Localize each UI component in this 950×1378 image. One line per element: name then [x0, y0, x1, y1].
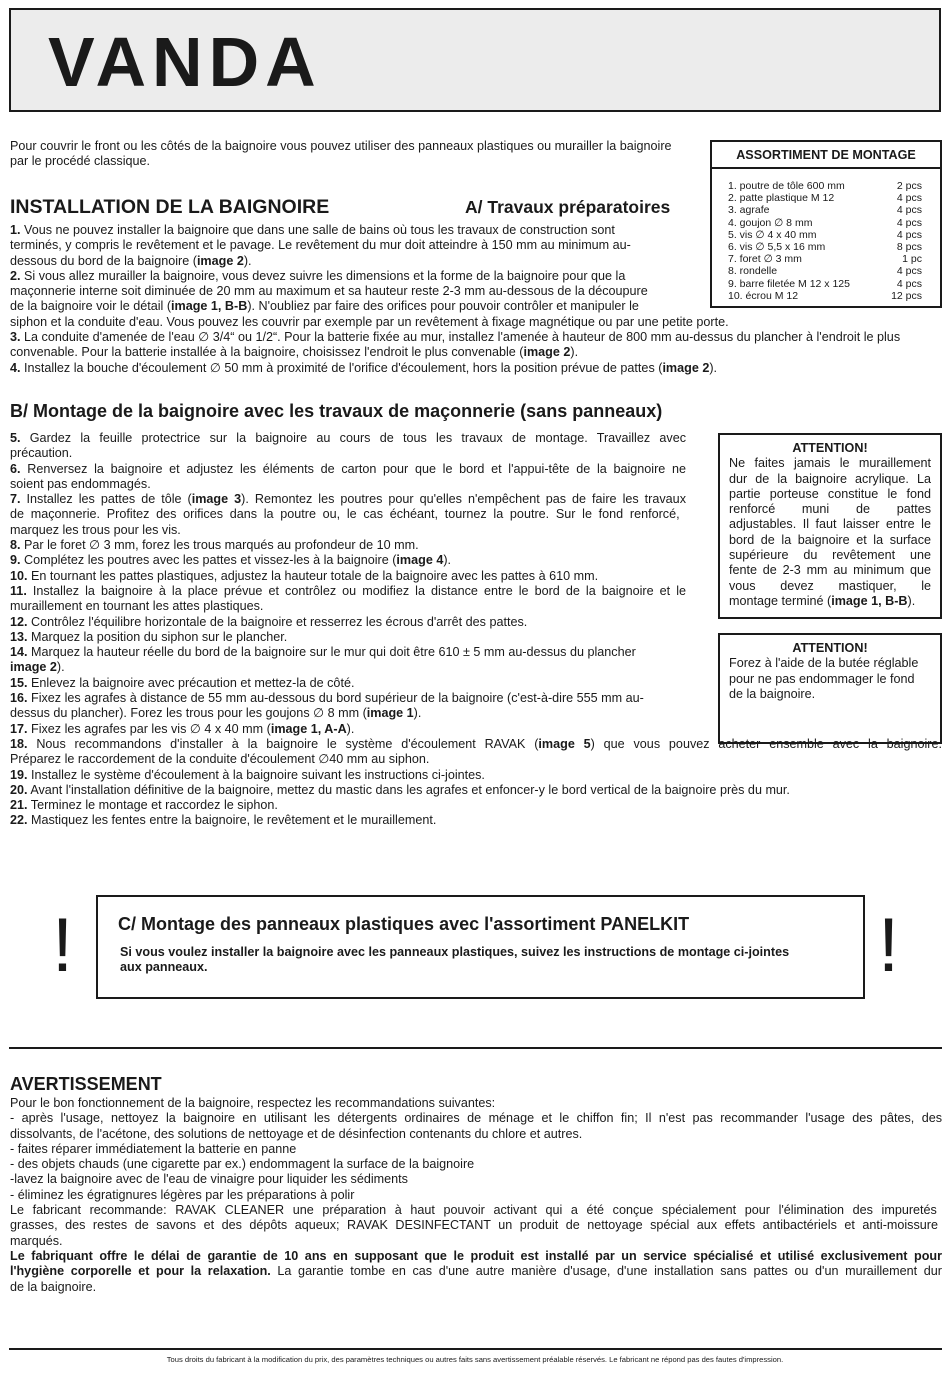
text-line [10, 1249, 942, 1264]
line-text: précaution. [10, 446, 73, 461]
attention-line: renforcé muni de pattes [729, 502, 931, 517]
exclamation-left-icon: ! [52, 903, 74, 988]
item-number: 12. [10, 614, 28, 629]
text-line [10, 1203, 942, 1218]
attention-title: ATTENTION! [792, 441, 868, 455]
attention-title: ATTENTION! [792, 641, 868, 655]
line-text: Installez le système d'écoulement à la baignoire suivant les instructions ci-jointes. [27, 767, 485, 782]
item-number: 17. [10, 721, 28, 736]
line-text: Installez la bouche d'écoulement ∅ 50 mm à proximité de l'orifice d'écoulement, hors la position prévue de pattes ( [20, 360, 663, 375]
line-text: de la baignoire voir le détail ( [10, 299, 172, 314]
item-number: 22. [10, 813, 28, 828]
line-text: de maçonnerie. Profitez des orifices dans la poutre ou, le cas échéant, tournez la poutre. Sur le fond renforcé, [10, 507, 680, 522]
attention-line: Forez à l'aide de la butée réglable [729, 656, 919, 671]
text-line [10, 223, 685, 238]
line-text: Installez les pattes de tôle ( [20, 492, 192, 507]
line-text: Gardez la feuille protectrice sur la baignoire au cours de tous les travaux de montage. Travaillez avec [20, 431, 686, 445]
item-number: 14. [10, 645, 28, 660]
line-emphasis: Le fabriquant offre le délai de garantie de 10 ans en supposant que le produit est installé par un service spécialisé et utilisé exclusivement pour [10, 1248, 943, 1263]
text-line [10, 1218, 942, 1233]
section-c-text-1: Si vous voulez installer la baignoire avec les panneaux plastiques, suivez les instructions de montage ci-jointes [120, 945, 790, 959]
attention-line: dur de la baignoire acrylique. La [729, 471, 931, 486]
text-line [10, 615, 686, 630]
line-text: Pour le bon fonctionnement de la baignoire, respectez les recommandations suivantes: [10, 1096, 496, 1110]
line-text: ). [346, 721, 355, 736]
text-line [10, 446, 686, 461]
line-text: montage terminé ( [729, 593, 832, 608]
line-text: - après l'usage, nettoyez la baignoire en utilisant les détergents ordinaires de ménage et le chiffon fin; Il n'est pas recommander l'usage des pâtes, des [10, 1111, 942, 1126]
text-line [10, 477, 686, 492]
line-text: ). Remontez les poutres pour qu'elles n'empêchent pas de faire les travaux [241, 492, 686, 507]
section-b-title: B/ Montage de la baignoire avec les travaux de maçonnerie (sans panneaux) [10, 401, 663, 421]
item-number: 20. [10, 782, 28, 797]
line-text: grasses, des restes de savons et des dépôts aqueux; RAVAK DESINFECTANT un produit de nettoyage spécial aux effets antibactériels et anti-moissure [10, 1218, 938, 1233]
assortment-item-qty: 4 pcs [896, 204, 922, 217]
assortment-item-qty: 4 pcs [896, 228, 922, 241]
assortment-item-name: 7. foret ∅ 3 mm [728, 253, 802, 266]
line-emphasis: image 2 [662, 360, 710, 375]
section-c-title: C/ Montage des panneaux plastiques avec l'assortiment PANELKIT [118, 914, 690, 934]
line-text: Marquez la position du siphon sur le plancher. [27, 629, 288, 644]
text-line [10, 361, 942, 376]
text-line [10, 1280, 942, 1295]
text-line [10, 752, 942, 767]
text-line [10, 599, 686, 614]
line-text: ). [243, 253, 252, 268]
text-line [10, 569, 686, 584]
line-text: dessus du plancher). Forez les trous pour les goujons ∅ 8 mm ( [10, 706, 367, 721]
item-number: 9. [10, 553, 21, 568]
attention-line: adjustables. Il faut laisser entre le [729, 517, 931, 532]
line-text: Mastiquez les fentes entre la baignoire, le revêtement et le muraillement. [27, 813, 437, 828]
line-text: ). [413, 706, 422, 721]
text-line [10, 798, 942, 813]
section-c-text-2: aux panneaux. [120, 960, 208, 974]
line-text: Avant l'installation définitive de la baignoire, mettez du mastic dans les agrafes et enfoncer-y le bord vertical de la baignoire près du mur. [27, 782, 790, 797]
line-text: ) que vous pouvez acheter ensemble avec la baignoire. [590, 736, 942, 751]
line-text: de la baignoire. [10, 1279, 97, 1294]
line-text: maçonnerie interne soit diminuée de 20 mm au maximum et sa hauteur reste 2-3 mm au-dessous de la découpure [10, 284, 648, 299]
section-a-subtitle: A/ Travaux préparatoires [465, 197, 671, 217]
text-line [10, 538, 686, 553]
attention-line: de la baignoire. [729, 686, 816, 701]
item-number: 18. [10, 736, 28, 751]
line-text: Fixez les agrafes par les vis ∅ 4 x 40 mm ( [27, 721, 271, 736]
text-line [10, 1111, 942, 1126]
assortment-item-name: 2. patte plastique M 12 [728, 192, 835, 205]
text-line [10, 431, 686, 446]
assortment-item-qty: 2 pcs [896, 180, 922, 192]
text-line [10, 813, 942, 828]
attention-line: fente de 2-3 mm au minimum que [729, 563, 931, 578]
text-line [10, 553, 686, 568]
footer-divider [9, 1348, 942, 1350]
line-emphasis: image 1, A-A [270, 721, 347, 736]
item-number: 8. [10, 538, 21, 553]
line-text: - faites réparer immédiatement la batterie en panne [10, 1141, 297, 1156]
text-line [10, 284, 685, 299]
assortment-item-qty: 8 pcs [896, 241, 922, 254]
assortment-title: ASSORTIMENT DE MONTAGE [712, 142, 940, 169]
line-text: Renversez la baignoire et adjustez les éléments de carton pour que le bord et l'appui-tête de la baignoire ne [20, 461, 686, 476]
assortment-item-qty: 4 pcs [896, 192, 922, 205]
text-line [10, 783, 942, 798]
item-number: 4. [10, 360, 21, 375]
line-text: Fixez les agrafes à distance de 55 mm au-dessous du bord supérieur de la baignoire (c'est-à-dire 555 mm au- [27, 691, 644, 706]
attention-line: Ne faites jamais le muraillement [729, 456, 931, 471]
line-text: dessous du bord de la baignoire ( [10, 253, 197, 268]
text-line [10, 269, 685, 284]
line-text: ). N'oubliez par faire des orifices pour pouvoir contrôler et manipuler le [247, 299, 639, 314]
line-emphasis: image 2 [523, 345, 571, 360]
section-a-title: INSTALLATION DE LA BAIGNOIRE [10, 196, 330, 218]
text-line [10, 1172, 942, 1187]
text-line [10, 1127, 942, 1142]
line-text: Enlevez la baignoire avec précaution et mettez-la de côté. [27, 675, 355, 690]
attention-text [729, 456, 931, 609]
line-text: convenable. Pour la batterie installée à la baignoire, choisissez l'endroit le plus convenable ( [10, 345, 524, 360]
text-line [10, 1142, 942, 1157]
line-text: -lavez la baignoire avec de l'eau de vinaigre pour liquider les sédiments [10, 1172, 408, 1187]
text-line [10, 254, 685, 269]
line-text: Installez la baignoire à la place prévue et contrôlez ou modifiez la distance entre le bord de la baignoire et le [26, 583, 686, 598]
line-emphasis: image 5 [538, 736, 591, 751]
text-line [10, 345, 942, 360]
line-text: ). [570, 345, 579, 360]
line-emphasis: l'hygiène corporelle et pour la relaxation. [10, 1264, 271, 1279]
line-text: Par le foret ∅ 3 mm, forez les trous marqués au profondeur de 10 mm. [20, 538, 419, 553]
assortment-item-name: 8. rondelle [728, 265, 778, 278]
attention-text [729, 656, 931, 702]
assortment-item [712, 204, 940, 216]
assortment-item-qty: 4 pcs [896, 216, 922, 229]
line-text: Le fabricant recommande: RAVAK CLEANER une préparation à haut pouvoir activant qui a été conçue spécialement pour l'élimination des impuretés [10, 1203, 937, 1218]
item-number: 2. [10, 268, 21, 283]
line-text: Terminez le montage et raccordez le siphon. [27, 798, 278, 813]
item-number: 3. [10, 330, 21, 345]
text-line [10, 722, 686, 737]
line-text: terminés, y compris le revêtement et le pavage. Le revêtement du mur doit atteindre à 150 mm au minimum au- [10, 238, 631, 253]
text-line [10, 1157, 942, 1172]
assortment-item-qty: 1 pc [902, 253, 922, 266]
text-line [10, 1188, 942, 1203]
assortment-item-qty: 12 pcs [891, 289, 922, 302]
assortment-item-qty: 4 pcs [896, 277, 922, 290]
line-emphasis: image 1 [366, 706, 414, 721]
text-line [10, 676, 686, 691]
text-line [10, 330, 942, 345]
item-number: 13. [10, 629, 28, 644]
assortment-item-qty: 4 pcs [896, 265, 922, 278]
text-line [10, 630, 686, 645]
line-emphasis: image 4 [396, 553, 444, 568]
warning-body [10, 1096, 942, 1295]
line-text: La conduite d'amenée de l'eau ∅ 3/4“ ou 1/2“. Pour la batterie fixée au mur, installez l'amenée à hauteur de 800 mm au-dessus du plancher à l'endroit le plus [20, 330, 901, 345]
text-line [10, 645, 686, 660]
assortment-item-name: 6. vis ∅ 5,5 x 16 mm [728, 241, 826, 254]
text-line [10, 660, 686, 675]
assortment-item-name: 5. vis ∅ 4 x 40 mm [728, 228, 817, 241]
footer-disclaimer: Tous droits du fabricant à la modification du prix, des paramètres techniques ou autres faits sans avertissement préalable réservés. Le fabricant ne répond pas des fautes d'impression. [166, 1355, 784, 1364]
line-text: La garantie tombe en cas d'une autre manière d'usage, d'une installation sans pattes ou d'un muraillement dur [270, 1264, 942, 1279]
text-line [10, 507, 686, 522]
line-emphasis: image 1, B-B [171, 299, 248, 314]
exclamation-right-icon: ! [878, 903, 900, 988]
attention-line: bord de la baignoire et la surface [729, 532, 931, 547]
panelkit-box [96, 895, 865, 999]
attention-line: partie porteuse constitue le fond [729, 486, 931, 501]
item-number: 5. [10, 431, 21, 445]
text-line [10, 492, 686, 507]
assortment-item [712, 192, 940, 204]
line-text: Marquez la hauteur réelle du bord de la baignoire sur le mur qui doit être 610 ± 5 mm au-dessus du plancher [27, 645, 636, 660]
line-text: ). [56, 660, 65, 675]
item-number: 16. [10, 691, 28, 706]
line-text: - éliminez les égratignures légères par les préparations à polir [10, 1187, 355, 1202]
attention-line: pour ne pas endommager le fond [729, 671, 915, 686]
text-line [10, 706, 686, 721]
line-emphasis: image 1, B-B [831, 593, 908, 608]
attention-line [729, 594, 931, 609]
line-text: ). [443, 553, 452, 568]
line-text: siphon et la conduite d'eau. Vous pouvez les couvrir par exemple par un revêtement à fixage magnétique ou par une petite porte. [10, 314, 729, 329]
attention-line: vous devez mastiquer, le [729, 578, 931, 593]
text-line [10, 523, 686, 538]
warning-title: AVERTISSEMENT [10, 1074, 162, 1094]
text-line [10, 584, 686, 599]
section-a-body [10, 223, 942, 376]
text-line [10, 691, 686, 706]
line-text: marquez les trous pour les vis. [10, 522, 181, 537]
text-line [10, 462, 686, 477]
assortment-item-name: 9. barre filetée M 12 x 125 [728, 277, 850, 290]
assortment-item [712, 180, 940, 192]
assortment-item-name: 3. agrafe [728, 204, 770, 217]
line-text: marqués. [10, 1233, 63, 1248]
line-text: ). [907, 593, 916, 608]
attention-box-muraillement [718, 433, 942, 619]
item-number: 7. [10, 492, 21, 507]
item-number: 19. [10, 767, 28, 782]
line-text: Complétez les poutres avec les pattes et vissez-les à la baignoire ( [20, 553, 397, 568]
text-line [10, 1096, 942, 1111]
item-number: 1. [10, 223, 21, 237]
item-number: 6. [10, 461, 21, 476]
assortment-item-name: 1. poutre de tôle 600 mm [728, 180, 845, 192]
assortment-item-name: 10. écrou M 12 [728, 289, 799, 302]
text-line [10, 238, 685, 253]
item-number: 10. [10, 568, 28, 583]
assortment-item-name: 4. goujon ∅ 8 mm [728, 216, 813, 229]
text-line [10, 315, 942, 330]
line-emphasis: image 3 [191, 492, 242, 507]
line-text: Vous ne pouvez installer la baignoire que dans une salle de bains où tous les travaux de construction sont [20, 223, 615, 237]
line-text: dissolvants, de l'acétone, des solutions de nettoyage et de désinfection contenants du chlore et autres. [10, 1126, 583, 1141]
item-number: 11. [10, 583, 27, 598]
line-emphasis: image 2 [10, 660, 57, 675]
text-line [10, 768, 942, 783]
section-divider [9, 1047, 942, 1049]
text-line [10, 1234, 942, 1249]
text-line [10, 1264, 942, 1279]
attention-box-forage [718, 633, 942, 744]
line-emphasis: image 2 [196, 253, 244, 268]
line-text: muraillement en tournant les attes plastiques. [10, 599, 264, 614]
line-text: Contrôlez l'équilibre horizontale de la baignoire et resserrez les écrous d'arrêt des pattes. [27, 614, 528, 629]
brand-title: VANDA [48, 23, 322, 101]
item-number: 15. [10, 675, 28, 690]
line-text: - des objets chauds (une cigarette par ex.) endommagent la surface de la baignoire [10, 1157, 475, 1172]
line-text: Si vous allez murailler la baignoire, vous devez suivre les dimensions et la forme de la baignoire pour que la [20, 268, 626, 283]
text-line [10, 299, 685, 314]
line-text: Préparez le raccordement de la conduite d'écoulement ∅40 mm au siphon. [10, 752, 430, 767]
line-text: soient pas endommagés. [10, 476, 151, 491]
attention-line: supérieure du revêtement une [729, 548, 931, 563]
line-text: En tournant les pattes plastiques, adjustez la hauteur totale de la baignoire avec les pattes à 610 mm. [27, 568, 599, 583]
line-text: Nous recommandons d'installer à la baignoire le système d'écoulement RAVAK ( [27, 736, 539, 751]
intro-text: Pour couvrir le front ou les côtés de la baignoire vous pouvez utiliser des panneaux plastiques ou murailler la baignoire par le procédé classique. [10, 139, 672, 169]
item-number: 21. [10, 798, 28, 813]
line-text: ). [709, 360, 718, 375]
